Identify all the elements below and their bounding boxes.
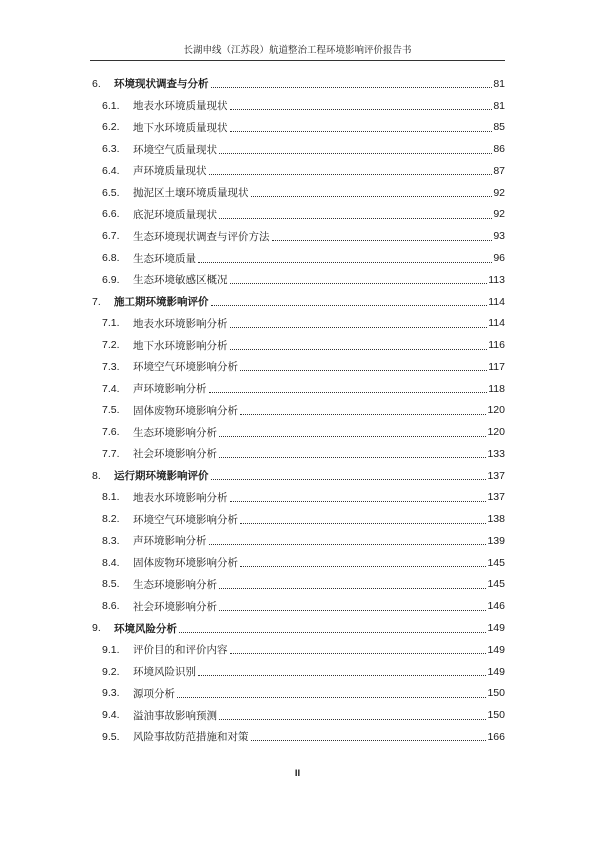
toc-dot-leader	[230, 643, 487, 654]
toc-dot-leader	[198, 665, 486, 676]
toc-entry-number: 8.2.	[102, 513, 120, 526]
toc-dot-leader	[209, 164, 493, 175]
toc-entry-title: 地表水环境影响分析	[133, 491, 228, 504]
toc-entry-number: 8.6.	[102, 600, 120, 613]
toc-entry-page: 116	[488, 339, 505, 352]
toc-entry-number: 9.5.	[102, 730, 120, 743]
toc-entry-title: 固体废物环境影响分析	[133, 404, 238, 417]
toc-entry-number: 8.1.	[102, 491, 120, 504]
toc-section-entry[interactable]	[90, 574, 505, 596]
toc-entry-page: 149	[487, 665, 505, 678]
toc-dot-leader	[209, 382, 488, 393]
toc-dot-leader	[230, 121, 493, 132]
page-number: II	[294, 768, 301, 779]
toc-section-entry[interactable]	[90, 399, 505, 421]
toc-section-entry[interactable]	[90, 182, 505, 204]
toc-dot-leader	[219, 143, 492, 154]
toc-section-entry[interactable]	[90, 530, 505, 552]
table-of-contents	[90, 73, 505, 748]
toc-section-entry[interactable]	[90, 117, 505, 139]
toc-section-entry[interactable]	[90, 595, 505, 617]
toc-dot-leader	[219, 709, 486, 720]
toc-chapter-entry[interactable]	[90, 465, 505, 487]
toc-entry-title: 生态环境敏感区概况	[133, 274, 228, 287]
toc-entry-title: 源项分析	[133, 687, 175, 700]
toc-dot-leader	[240, 513, 486, 524]
toc-entry-title: 生态环境现状调查与评价方法	[133, 230, 270, 243]
toc-entry-page: 145	[487, 556, 505, 569]
toc-section-entry[interactable]	[90, 487, 505, 509]
toc-entry-number: 7.4.	[102, 382, 120, 395]
toc-entry-title: 声环境影响分析	[133, 535, 207, 548]
toc-entry-title: 声环境影响分析	[133, 383, 207, 396]
toc-entry-number: 8.	[92, 469, 101, 482]
toc-entry-page: 166	[487, 730, 505, 743]
toc-section-entry[interactable]	[90, 726, 505, 748]
toc-entry-page: 139	[487, 534, 505, 547]
toc-section-entry[interactable]	[90, 225, 505, 247]
toc-entry-page: 86	[493, 143, 505, 156]
toc-section-entry[interactable]	[90, 95, 505, 117]
toc-entry-title: 声环境质量现状	[133, 165, 207, 178]
toc-entry-page: 114	[488, 317, 505, 330]
toc-entry-page: 85	[493, 121, 505, 134]
toc-section-entry[interactable]	[90, 378, 505, 400]
toc-section-entry[interactable]	[90, 661, 505, 683]
toc-section-entry[interactable]	[90, 312, 505, 334]
toc-chapter-entry[interactable]	[90, 617, 505, 639]
toc-entry-title: 环境空气环境影响分析	[133, 513, 238, 526]
toc-entry-title: 风险事故防范措施和对策	[133, 731, 249, 744]
toc-entry-number: 7.	[92, 295, 101, 308]
toc-section-entry[interactable]	[90, 443, 505, 465]
toc-entry-page: 87	[493, 164, 505, 177]
toc-entry-title: 抛泥区土壤环境质量现状	[133, 187, 249, 200]
toc-entry-title: 地表水环境质量现状	[133, 100, 228, 113]
toc-dot-leader	[209, 534, 487, 545]
toc-entry-page: 81	[493, 99, 505, 112]
toc-entry-page: 114	[488, 295, 505, 308]
toc-entry-title: 溢油事故影响预测	[133, 709, 217, 722]
toc-dot-leader	[179, 622, 486, 633]
toc-entry-page: 150	[487, 687, 505, 700]
toc-entry-page: 146	[487, 600, 505, 613]
toc-entry-page: 93	[493, 230, 505, 243]
toc-entry-number: 9.3.	[102, 687, 120, 700]
toc-entry-number: 6.6.	[102, 208, 120, 221]
toc-entry-page: 150	[487, 709, 505, 722]
toc-entry-page: 92	[493, 186, 505, 199]
toc-entry-page: 120	[487, 426, 505, 439]
toc-entry-page: 113	[488, 273, 505, 286]
toc-entry-title: 环境风险识别	[133, 666, 196, 679]
toc-entry-number: 9.	[92, 622, 101, 635]
toc-entry-title: 生态环境影响分析	[133, 426, 217, 439]
toc-entry-title: 施工期环境影响评价	[114, 296, 209, 309]
toc-section-entry[interactable]	[90, 639, 505, 661]
toc-entry-title: 固体废物环境影响分析	[133, 557, 238, 570]
toc-entry-number: 6.2.	[102, 121, 120, 134]
toc-entry-number: 8.5.	[102, 578, 120, 591]
toc-section-entry[interactable]	[90, 682, 505, 704]
toc-chapter-entry[interactable]	[90, 73, 505, 95]
toc-dot-leader	[219, 578, 486, 589]
toc-section-entry[interactable]	[90, 508, 505, 530]
toc-section-entry[interactable]	[90, 552, 505, 574]
toc-entry-page: 92	[493, 208, 505, 221]
toc-entry-title: 运行期环境影响评价	[114, 470, 209, 483]
toc-dot-leader	[219, 208, 492, 219]
toc-dot-leader	[230, 273, 488, 284]
toc-dot-leader	[240, 556, 486, 567]
toc-entry-title: 社会环境影响分析	[133, 448, 217, 461]
toc-entry-title: 环境风险分析	[114, 622, 177, 635]
toc-entry-number: 9.1.	[102, 643, 120, 656]
toc-entry-page: 138	[487, 513, 505, 526]
toc-entry-title: 地下水环境质量现状	[133, 121, 228, 134]
toc-section-entry[interactable]	[90, 421, 505, 443]
toc-section-entry[interactable]	[90, 704, 505, 726]
toc-section-entry[interactable]	[90, 138, 505, 160]
toc-dot-leader	[230, 491, 487, 502]
toc-entry-number: 6.5.	[102, 186, 120, 199]
toc-entry-page: 145	[487, 578, 505, 591]
toc-dot-leader	[211, 77, 493, 88]
toc-entry-page: 96	[493, 252, 505, 264]
toc-entry-page: 137	[487, 469, 505, 482]
toc-entry-number: 9.2.	[102, 665, 120, 678]
toc-dot-leader	[251, 730, 487, 741]
toc-dot-leader	[251, 186, 493, 197]
toc-dot-leader	[219, 447, 486, 458]
toc-entry-title: 底泥环境质量现状	[133, 208, 217, 221]
toc-entry-title: 地下水环境影响分析	[133, 339, 228, 352]
toc-entry-title: 生态环境影响分析	[133, 578, 217, 591]
toc-entry-page: 137	[487, 491, 505, 504]
toc-dot-leader	[240, 404, 486, 415]
toc-entry-number: 6.8.	[102, 252, 120, 264]
toc-entry-number: 9.4.	[102, 709, 120, 722]
toc-dot-leader	[240, 360, 487, 371]
toc-entry-number: 6.9.	[102, 273, 120, 286]
toc-dot-leader	[230, 317, 488, 328]
toc-entry-page: 117	[488, 360, 505, 373]
toc-entry-number: 7.5.	[102, 404, 120, 417]
toc-entry-title: 生态环境质量	[133, 252, 196, 265]
toc-entry-title: 环境空气质量现状	[133, 143, 217, 156]
toc-section-entry[interactable]	[90, 269, 505, 291]
toc-dot-leader	[219, 426, 486, 437]
toc-chapter-entry[interactable]	[90, 291, 505, 313]
toc-entry-number: 6.	[92, 77, 101, 90]
toc-dot-leader	[272, 230, 493, 241]
toc-entry-page: 118	[488, 382, 505, 395]
toc-entry-number: 6.7.	[102, 230, 120, 243]
toc-dot-leader	[198, 252, 492, 263]
toc-entry-number: 7.6.	[102, 426, 120, 439]
toc-entry-number: 8.4.	[102, 556, 120, 569]
toc-entry-number: 7.3.	[102, 360, 120, 373]
toc-section-entry[interactable]	[90, 334, 505, 356]
toc-dot-leader	[230, 99, 493, 110]
toc-entry-title: 环境空气环境影响分析	[133, 361, 238, 374]
toc-entry-number: 7.1.	[102, 317, 120, 330]
toc-dot-leader	[211, 469, 487, 480]
toc-entry-number: 7.2.	[102, 339, 120, 352]
toc-entry-number: 8.3.	[102, 534, 120, 547]
toc-entry-number: 7.7.	[102, 447, 120, 460]
toc-dot-leader	[219, 600, 486, 611]
toc-section-entry[interactable]	[90, 160, 505, 182]
toc-entry-title: 环境现状调查与分析	[114, 78, 209, 91]
toc-dot-leader	[211, 295, 488, 306]
toc-entry-title: 评价目的和评价内容	[133, 644, 228, 657]
toc-entry-number: 6.3.	[102, 143, 120, 156]
toc-section-entry[interactable]	[90, 247, 505, 269]
toc-entry-number: 6.1.	[102, 99, 120, 112]
toc-entry-title: 地表水环境影响分析	[133, 317, 228, 330]
toc-section-entry[interactable]	[90, 204, 505, 226]
toc-dot-leader	[177, 687, 486, 698]
toc-entry-page: 81	[493, 77, 505, 90]
toc-dot-leader	[230, 339, 488, 350]
toc-entry-page: 149	[487, 643, 505, 656]
header-rule	[90, 60, 505, 61]
toc-entry-page: 133	[487, 447, 505, 460]
toc-entry-title: 社会环境影响分析	[133, 600, 217, 613]
toc-section-entry[interactable]	[90, 356, 505, 378]
running-header: 长湖申线（江苏段）航道整治工程环境影响评价报告书	[183, 45, 412, 56]
toc-entry-page: 120	[487, 404, 505, 417]
toc-entry-number: 6.4.	[102, 164, 120, 177]
toc-entry-page: 149	[487, 622, 505, 635]
